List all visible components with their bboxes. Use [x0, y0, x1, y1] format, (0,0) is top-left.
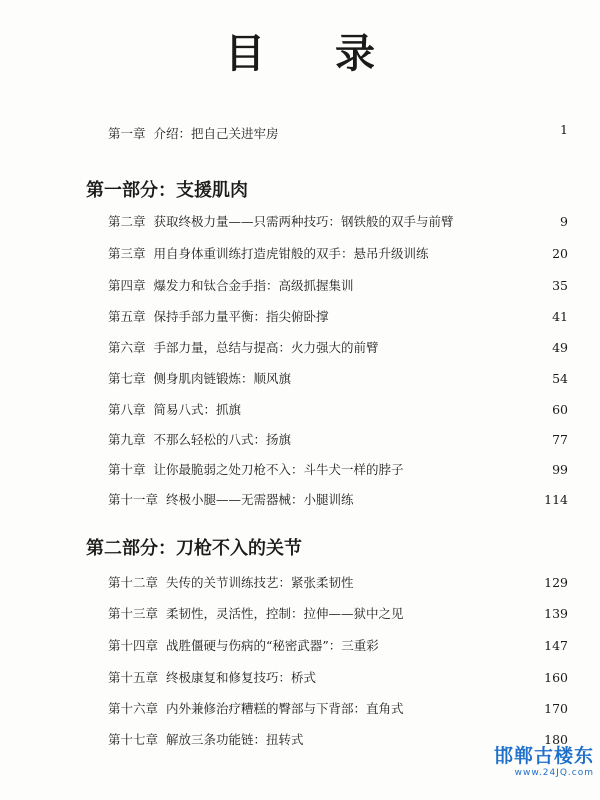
chapter-title: 获取终极力量——只需两种技巧：钢铁般的双手与前臂 [153, 214, 454, 229]
chapter-title: 保持手部力量平衡：指尖俯卧撑 [153, 309, 329, 324]
toc-entry[interactable] [108, 212, 568, 232]
toc-entry[interactable] [108, 338, 568, 358]
page-number: 129 [544, 575, 568, 590]
page-number: 49 [552, 340, 568, 355]
toc-entry[interactable] [108, 460, 568, 480]
page-number: 41 [552, 309, 568, 324]
chapter-number: 第八章 [108, 402, 146, 417]
chapter-title: 介绍：把自己关进牢房 [153, 126, 279, 141]
chapter-number: 第十五章 [108, 670, 159, 685]
chapter-number: 第十二章 [108, 575, 159, 590]
toc-entry[interactable] [108, 369, 568, 389]
chapter-title: 爆发力和钛合金手指：高级抓握集训 [153, 278, 354, 293]
watermark-logo [494, 741, 594, 778]
chapter-title: 不那么轻松的八式：扬旗 [153, 432, 292, 447]
watermark-name: 邯郸古楼东 [493, 745, 594, 767]
page-number: 60 [552, 402, 568, 417]
page-number: 35 [552, 278, 568, 293]
chapter-number: 第六章 [108, 340, 146, 355]
toc-entry[interactable] [108, 668, 568, 688]
page-number: 147 [544, 638, 568, 653]
chapter-title: 柔韧性，灵活性，控制：拉伸——狱中之见 [166, 606, 404, 621]
chapter-title: 战胜僵硬与伤病的“秘密武器”：三重彩 [166, 638, 379, 653]
page-number: 170 [544, 701, 568, 716]
toc-entry[interactable] [108, 400, 568, 420]
chapter-number: 第十三章 [108, 606, 159, 621]
chapter-title: 用自身体重训练打造虎钳般的双手：悬吊升级训练 [153, 246, 429, 261]
chapter-number: 第九章 [108, 432, 146, 447]
chapter-number: 第三章 [108, 246, 146, 261]
toc-entry[interactable] [108, 604, 568, 624]
chapter-title: 简易八式：抓旗 [153, 402, 242, 417]
chapter-title: 内外兼修治疗糟糕的臀部与下背部：直角式 [166, 701, 404, 716]
chapter-title: 终极小腿——无需器械：小腿训练 [166, 492, 354, 507]
chapter-number: 第一章 [108, 126, 146, 141]
chapter-number: 第五章 [108, 309, 146, 324]
toc-entry[interactable] [108, 699, 568, 719]
page-number: 160 [544, 670, 568, 685]
chapter-title: 侧身肌肉链锻炼：顺风旗 [153, 371, 292, 386]
chapter-number: 第十一章 [108, 492, 159, 507]
page-number: 180 [544, 732, 568, 747]
chapter-title: 失传的关节训练技艺：紧张柔韧性 [166, 575, 354, 590]
part-heading-2: 第二部分：刀枪不入的关节 [86, 538, 302, 559]
chapter-title: 终极康复和修复技巧：桥式 [166, 670, 317, 685]
page-number: 99 [552, 462, 568, 477]
chapter-number: 第十六章 [108, 701, 159, 716]
chapter-title: 让你最脆弱之处刀枪不入：斗牛犬一样的脖子 [153, 462, 404, 477]
page-number: 1 [560, 122, 568, 137]
chapter-number: 第十七章 [108, 732, 159, 747]
page-number: 114 [544, 492, 568, 507]
toc-entry-intro[interactable] [108, 124, 568, 144]
chapter-title: 解放三条功能链：扭转式 [166, 732, 304, 747]
toc-entry[interactable] [108, 307, 568, 327]
page-number: 139 [544, 606, 568, 621]
chapter-number: 第十四章 [108, 638, 159, 653]
chapter-number: 第二章 [108, 214, 146, 229]
chapter-number: 第十章 [108, 462, 146, 477]
page-number: 20 [552, 246, 568, 261]
toc-entry[interactable] [108, 244, 568, 264]
page-title: 目 录 [225, 31, 403, 77]
toc-entry[interactable] [108, 430, 568, 450]
watermark-url: www.24JQ.com [514, 768, 594, 778]
chapter-number: 第七章 [108, 371, 146, 386]
part-heading-1: 第一部分：支援肌肉 [86, 180, 248, 201]
page-number: 77 [552, 432, 568, 447]
page-number: 54 [552, 371, 568, 386]
toc-entry[interactable] [108, 276, 568, 296]
chapter-number: 第四章 [108, 278, 146, 293]
toc-entry[interactable] [108, 573, 568, 593]
toc-entry[interactable] [108, 636, 568, 656]
chapter-title: 手部力量，总结与提高：火力强大的前臂 [153, 340, 379, 355]
toc-entry[interactable] [108, 490, 568, 510]
page-number: 9 [560, 214, 568, 229]
